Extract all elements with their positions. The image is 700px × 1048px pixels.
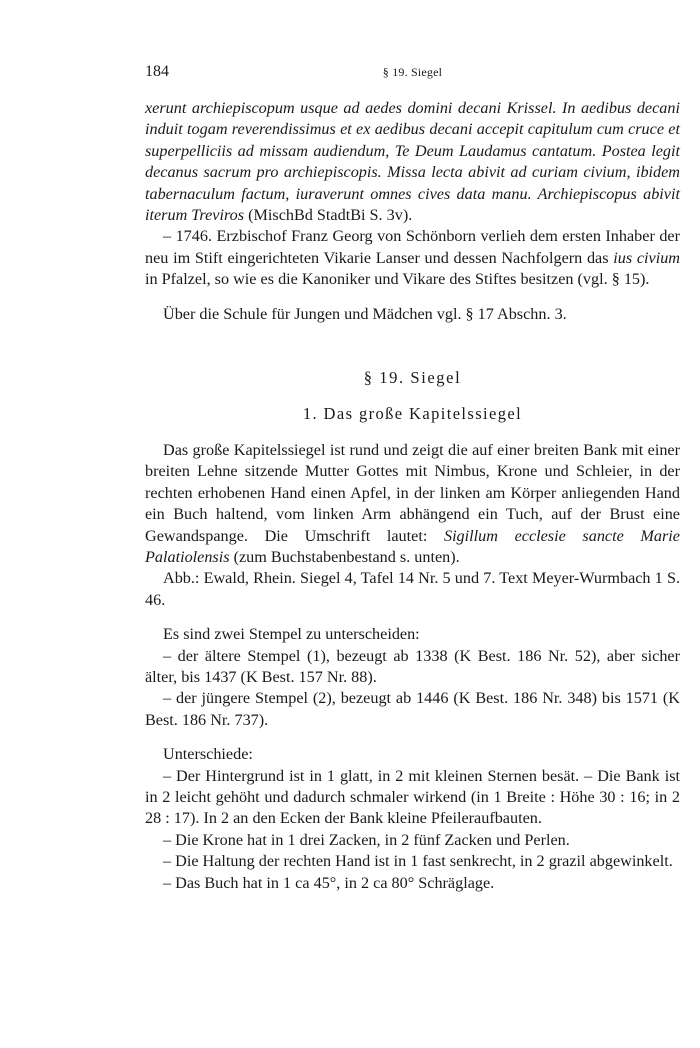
latin-quotation-paragraph xyxy=(145,98,680,226)
difference-background: – Der Hintergrund ist in 1 glatt, in 2 mit kleinen Sternen besät. – Die Bank ist in 2 leicht gehöht und dadurch schmaler wirkend (in 1 Breite : Höhe 30 : 16; in 2 28 : 17). In 2 an den Ecken der Bank kleine Pfeileraufbauten. xyxy=(145,766,680,828)
younger-stamp: – der jüngere Stempel (2), bezeugt ab 1446 (K Best. 186 Nr. 348) bis 1571 (K Best. 186 Nr. 737). xyxy=(145,689,680,729)
seal-description: Das große Kapitelssiegel ist rund und zeigt die auf einer breiten Bank mit einer breiten Lehne sitzende Mutter Gottes mit Nimbus, Krone und Schleier, in der rechten erhobenen Hand einen Apfel, in der linken am Körper anliegenden Hand ein Buch haltend, vom linken Arm abhängend ein Tuch, auf der Brust eine Gewandspange. Die Umschrift lautet: Sigillum ecclesie sancte Marie Palatiolensis (zum Buchstabenbestand s. unten). xyxy=(145,440,680,566)
stamp-intro: Es sind zwei Stempel zu unterscheiden: xyxy=(163,625,420,644)
page-number: 184 xyxy=(145,63,169,80)
difference-book: – Das Buch hat in 1 ca 45°, in 2 ca 80° Schräglage. xyxy=(163,873,495,892)
page-body xyxy=(145,98,680,894)
illustration-reference: Abb.: Ewald, Rhein. Siegel 4, Tafel 14 Nr. 5 und 7. Text Meyer-Wurmbach 1 S. 46. xyxy=(145,569,680,609)
subsection-heading: 1. Das große Kapitelssiegel xyxy=(302,404,523,424)
latin-quotation: xerunt archiepiscopum usque ad aedes domini decani Krissel. In aedibus decani induit togam reverendissimus et ex aedibus decani accepit capitulum cum cruce et superpelliciis ad missam audiendum, Te Deum Laudamus cantatum. Postea legit decanus sacrum pro archiepiscopis. Missa lecta abivit ad curiam civium, ibidem tabernaculum factum, iuraverunt omnes cives data manu. Archiepiscopus abivit iterum Treviros xyxy=(145,99,680,225)
running-head: § 19. Siegel xyxy=(382,65,443,79)
difference-crown: – Die Krone hat in 1 drei Zacken, in 2 fünf Zacken und Perlen. xyxy=(163,830,570,849)
section-heading: § 19. Siegel xyxy=(363,368,462,388)
source-reference: (MischBd StadtBi S. 3v). xyxy=(244,206,413,225)
italic-term: ius civium xyxy=(613,248,680,267)
paragraph-1746: – 1746. Erzbischof Franz Georg von Schönborn verlieh dem ersten Inhaber der neu im Stift eingerichteten Vikarie Lanser und dessen Nachfolgern das ius civium in Pfalzel, so wie es die Kanoniker und Vikare des Stiftes besitzen (vgl. § 15). xyxy=(145,227,680,289)
older-stamp: – der ältere Stempel (1), bezeugt ab 1338 (K Best. 186 Nr. 52), aber sicher älter, bis 1437 (K Best. 157 Nr. 88). xyxy=(145,646,680,686)
page-header xyxy=(145,63,680,87)
seal-inscription: Sigillum ecclesie sancte Marie Palatiolensis xyxy=(145,526,680,566)
school-reference: Über die Schule für Jungen und Mädchen vgl. § 17 Abschn. 3. xyxy=(163,304,567,323)
difference-hand: – Die Haltung der rechten Hand ist in 1 fast senkrecht, in 2 grazil abgewinkelt. xyxy=(163,852,673,871)
differences-heading: Unterschiede: xyxy=(163,745,253,764)
